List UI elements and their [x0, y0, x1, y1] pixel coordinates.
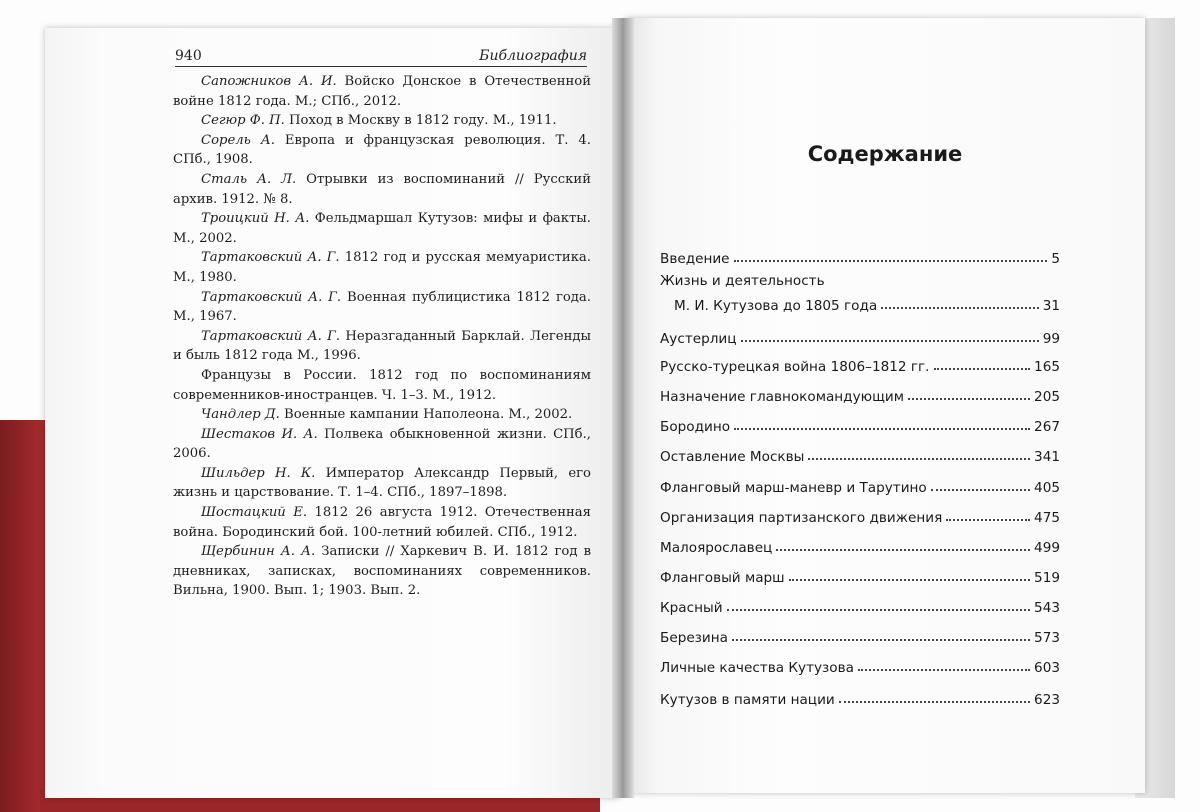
bibliography-entry — [173, 542, 591, 601]
toc-leader-dots — [946, 519, 1030, 521]
entry-author: Тартаковский А. Г. — [201, 289, 342, 305]
toc-entry-label: Кутузов в памяти нации — [660, 692, 835, 708]
entry-text: Европа и французская революция. Т. 4. СПб., 1908. — [173, 132, 591, 168]
entry-author: Щербинин А. А. — [201, 544, 316, 560]
entry-text: Неразгаданный Барклай. Легенды и быль 1812 года М., 1996. — [173, 328, 591, 364]
toc-entry-page: 543 — [1034, 600, 1060, 616]
toc-entry-label: Красный — [660, 600, 723, 616]
toc-entry-label: Организация партизанского движения — [660, 510, 943, 526]
entry-author: Шостацкий Е. — [201, 505, 308, 521]
toc-entry — [660, 510, 1060, 530]
bibliography-entry — [173, 366, 591, 405]
running-title: Библиография — [479, 48, 587, 64]
toc-entry-label: Назначение главнокомандующим — [660, 389, 904, 405]
toc-entry — [660, 600, 1060, 620]
toc-entry-page: 623 — [1034, 692, 1060, 708]
entry-author: Троицкий Н. А. — [201, 211, 310, 227]
left-page-header — [175, 48, 587, 67]
toc-leader-dots — [734, 428, 1030, 430]
toc-entry — [660, 570, 1060, 590]
toc-entry — [660, 251, 1060, 271]
entry-text: Император Александр Первый, его жизнь и царствование. Т. 1–4. СПб., 1897–1898. — [173, 465, 591, 501]
entry-author: Сегюр Ф. П. — [201, 113, 285, 129]
toc-entry-page: 499 — [1034, 540, 1060, 556]
book-gutter — [612, 18, 634, 798]
toc-entry-label: Аустерлиц — [660, 331, 737, 347]
entry-author: Шестаков И. А. — [201, 426, 318, 442]
toc-entry — [660, 331, 1060, 351]
toc-entry-page: 99 — [1042, 331, 1060, 347]
toc-entry — [660, 359, 1060, 379]
toc-entry-page: 267 — [1034, 419, 1060, 435]
toc-leader-dots — [741, 340, 1039, 342]
toc-entry — [660, 298, 1060, 318]
toc-entry-label: Малоярославец — [660, 540, 773, 556]
toc-leader-dots — [732, 639, 1030, 641]
toc-entry — [660, 630, 1060, 650]
toc-entry — [660, 660, 1060, 680]
bibliography-entry — [173, 209, 591, 248]
bibliography-entry — [173, 503, 591, 542]
toc-entry — [660, 419, 1060, 439]
toc-entry-page: 405 — [1034, 480, 1060, 496]
entry-author: Сорель А. — [201, 132, 275, 148]
toc-entry — [660, 273, 1060, 293]
entry-author: Тартаковский А. Г. — [201, 328, 341, 344]
entry-author: Сапожников А. И. — [201, 74, 337, 89]
toc-entry-label: Жизнь и деятельность — [660, 273, 825, 289]
toc-entry-label: Оставление Москвы — [660, 449, 805, 465]
toc-entry-page: 5 — [1051, 251, 1060, 267]
toc-entry-page: 519 — [1034, 570, 1060, 586]
toc-entry — [660, 540, 1060, 560]
toc-entry-page: 475 — [1034, 510, 1060, 526]
toc-leader-dots — [931, 489, 1030, 491]
entry-text: Полвека обыкновенной жизни. СПб., 2006. — [173, 426, 591, 462]
toc-entry-page: 341 — [1034, 449, 1060, 465]
toc-entry-page: 205 — [1034, 389, 1060, 405]
toc-entry — [660, 480, 1060, 500]
toc-entry-label: М. И. Кутузова до 1805 года — [674, 298, 878, 314]
toc-leader-dots — [808, 458, 1030, 460]
page-number: 940 — [175, 48, 202, 64]
bibliography-entry — [173, 327, 591, 366]
entry-text: 1812 год и русская мемуаристика. М., 1980. — [173, 250, 591, 285]
entry-text: Войско Донское в Отечественной войне 1812 года. М.; СПб., 2012. — [173, 74, 591, 109]
toc-entry-page: 31 — [1042, 298, 1060, 314]
toc-leader-dots — [776, 549, 1030, 551]
toc-entry — [660, 389, 1060, 409]
toc-entry-label: Бородино — [660, 419, 731, 435]
entry-text: Военная публицистика 1812 года. М., 1967. — [173, 289, 591, 325]
toc-entry-page: 165 — [1034, 359, 1060, 375]
bibliography-list — [173, 72, 591, 601]
toc-leader-dots — [789, 579, 1030, 581]
entry-author: Шильдер Н. К. — [201, 465, 316, 481]
toc-entry-label: Личные качества Кутузова — [660, 660, 854, 676]
bibliography-entry — [173, 131, 591, 170]
entry-author: Чандлер Д. — [201, 407, 280, 423]
toc-entry-label: Березина — [660, 630, 728, 646]
toc-leader-dots — [727, 609, 1030, 611]
toc-leader-dots — [858, 669, 1030, 671]
page-title: Содержание — [807, 142, 963, 166]
entry-text: 1812 26 августа 1912. Отечественная война. Бородинский бой. 100-летний юбилей. СПб., 1912. — [173, 505, 591, 540]
entry-text: Военные кампании Наполеона. М., 2002. — [279, 407, 573, 423]
entry-text: Французы в России. 1812 год по воспоминаниям современников-иностранцев. Ч. 1–3. М., 1912. — [173, 367, 591, 403]
toc-entry-page: 573 — [1034, 630, 1060, 646]
entry-text: Записки // Харкевич В. И. 1812 год в дневниках, записках, воспоминаниях современников. Вильна, 1900. Вып. 1; 1903. Вып. 2. — [173, 544, 591, 599]
entry-text: Поход в Москву в 1812 году. М., 1911. — [284, 113, 557, 129]
bibliography-entry — [173, 288, 591, 327]
toc-leader-dots — [734, 260, 1047, 262]
toc-leader-dots — [934, 368, 1030, 370]
entry-text: Отрывки из воспоминаний // Русский архив. 1912. № 8. — [173, 171, 591, 207]
bibliography-entry — [173, 111, 591, 131]
toc-entry-label: Фланговый марш — [660, 570, 785, 586]
toc-entry — [660, 692, 1060, 712]
toc-entry-page: 603 — [1034, 660, 1060, 676]
entry-author: Тартаковский А. Г. — [201, 250, 340, 266]
toc-leader-dots — [881, 307, 1039, 309]
entry-text: Фельдмаршал Кутузов: мифы и факты. М., 2002. — [173, 211, 591, 246]
bibliography-entry — [173, 72, 591, 111]
toc-entry-label: Фланговый марш-маневр и Тарутино — [660, 480, 927, 496]
bibliography-entry — [173, 248, 591, 287]
toc-entry-label: Русско-турецкая война 1806–1812 гг. — [660, 359, 930, 375]
bibliography-entry — [173, 170, 591, 209]
bibliography-entry — [173, 405, 591, 425]
toc-leader-dots — [839, 701, 1030, 703]
toc-leader-dots — [908, 398, 1030, 400]
bibliography-entry — [173, 425, 591, 464]
toc-entry-label: Введение — [660, 251, 730, 267]
entry-author: Сталь А. Л. — [201, 171, 297, 187]
bibliography-entry — [173, 464, 591, 503]
toc-entry — [660, 449, 1060, 469]
